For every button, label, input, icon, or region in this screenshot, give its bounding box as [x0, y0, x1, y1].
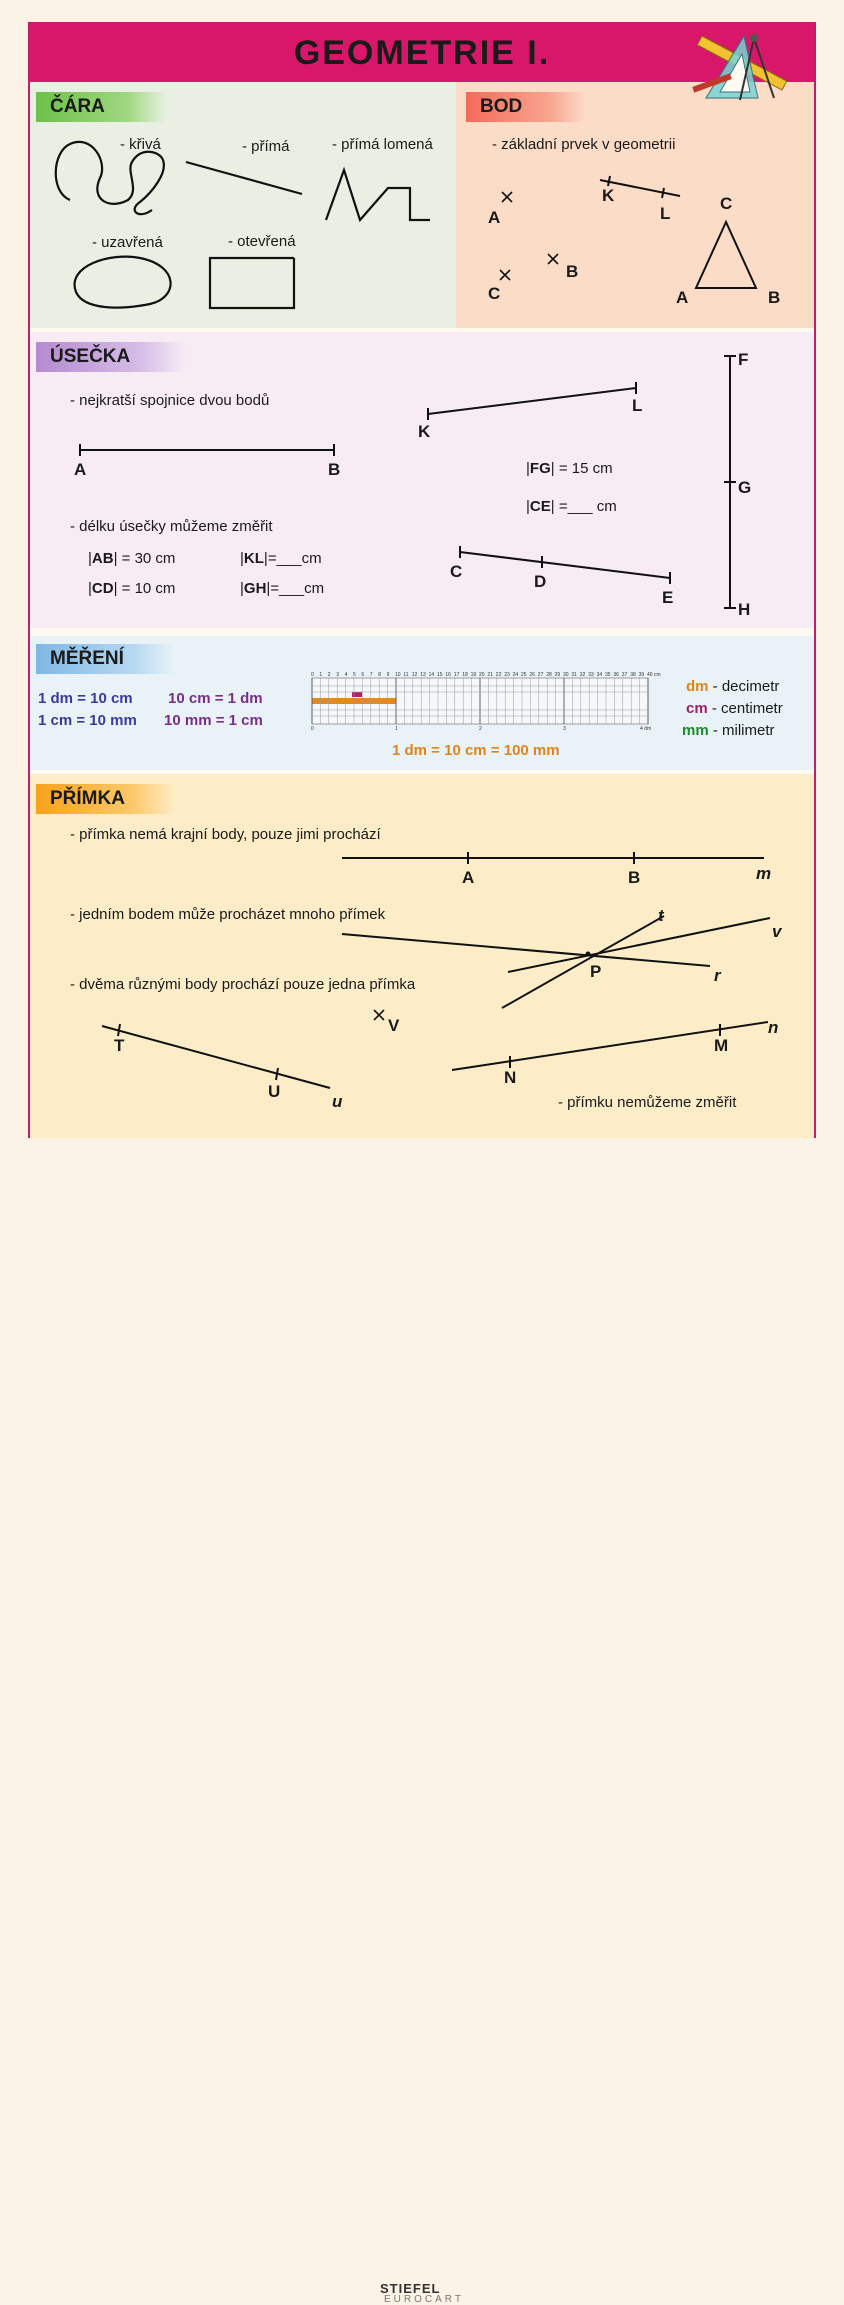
unit-cm: cm - centimetr	[686, 700, 783, 717]
section-usecka	[30, 328, 814, 628]
equation-cm-dm: 10 cm = 1 dm	[168, 690, 263, 707]
ruler-cm-label: 27	[537, 672, 544, 678]
line-u	[102, 1026, 330, 1088]
ruler-cm-label: 30	[563, 672, 569, 678]
line-m-label-b: B	[628, 868, 641, 887]
ruler-cm-label: 32	[579, 672, 586, 678]
ruler-cm-label: 0	[311, 672, 314, 678]
segment-fh-label-h: H	[738, 600, 751, 619]
ruler-dm-label: 3	[563, 726, 566, 732]
ruler-cm-label: 4	[344, 672, 348, 678]
section-heading-bod: BOD	[466, 92, 586, 122]
line-r	[342, 934, 710, 966]
segment-ce	[460, 552, 670, 578]
section-heading-primka: PŘÍMKA	[36, 784, 176, 814]
ruler-cm-label: 22	[495, 672, 502, 678]
equation-dm-cm: 1 dm = 10 cm	[38, 690, 133, 707]
point-p	[586, 952, 591, 957]
line-u-label-u: U	[268, 1082, 281, 1101]
polyline-lomena	[326, 170, 430, 220]
bod-drawings	[456, 82, 814, 328]
point-l-label: L	[660, 204, 671, 223]
line-n-label: n	[768, 1018, 779, 1037]
ruler-cm-label: 15	[437, 672, 443, 678]
line-n-label-m: M	[714, 1036, 729, 1055]
ruler-cm-label: 20	[479, 672, 485, 678]
unit-mm: mm - milimetr	[682, 722, 775, 739]
ruler-cm-label: 18	[462, 672, 468, 678]
section-bod	[456, 82, 814, 328]
section-heading-cara: ČÁRA	[36, 92, 166, 122]
equation-cm-mm: 1 cm = 10 mm	[38, 712, 137, 729]
label-otevrena: - otevřená	[228, 233, 296, 250]
usecka-description-2: - délku úsečky můžeme změřit	[70, 518, 273, 535]
ruler-dm-label: 0	[311, 726, 314, 732]
line-u-label-t: T	[114, 1036, 125, 1055]
ruler-cm-label: 17	[453, 672, 460, 678]
usecka-description-1: - nejkratší spojnice dvou bodů	[70, 392, 270, 409]
ruler-dm-label: 1	[395, 726, 398, 732]
ruler-cm-label: 39	[638, 672, 645, 678]
measure-fg: |FG| = 15 cm	[526, 460, 613, 477]
section-mereni	[30, 632, 814, 770]
ruler-cm-label: 9	[386, 672, 390, 678]
ruler-dm-label: 4 dm	[640, 726, 652, 732]
measure-ab: |AB| = 30 cm	[88, 550, 176, 567]
line-v	[508, 918, 770, 972]
cara-drawings	[30, 82, 456, 328]
segment-kl-label-k: K	[418, 422, 431, 441]
point-c-label: C	[488, 284, 501, 303]
segment-ab-label-a: A	[74, 460, 87, 479]
primka-description-4: - přímku nemůžeme změřit	[558, 1094, 737, 1111]
segment-fh-label-f: F	[738, 350, 749, 369]
section-heading-mereni: MĚŘENÍ	[36, 644, 176, 674]
ruler-cm-label: 33	[588, 672, 594, 678]
label-uzavrena: - uzavřená	[92, 234, 163, 251]
ruler-cm-label: 29	[554, 672, 561, 678]
ruler-cm-label: 7	[369, 672, 373, 678]
ruler-cm-label: 14	[428, 672, 435, 678]
ruler-cm-label: 31	[571, 672, 577, 678]
section-heading-usecka: ÚSEČKA	[36, 342, 186, 372]
label-prima-lomena: - přímá lomená	[332, 136, 433, 153]
ruler-cm-label: 19	[470, 672, 477, 678]
primka-drawings	[30, 774, 814, 1142]
ruler-cm-label: 23	[504, 672, 510, 678]
line-v-label: v	[772, 922, 782, 941]
ruler-cm-label: 24	[512, 672, 519, 678]
ruler-cm-label: 26	[529, 672, 535, 678]
line-t-label: t	[658, 906, 664, 925]
publisher-logo-sub: EUROCART	[384, 2294, 464, 2305]
primka-description-2: - jedním bodem může procházet mnoho přímek	[70, 906, 386, 923]
measure-ce: |CE| =___ cm	[526, 498, 617, 515]
ruler-dm-label: 2	[479, 726, 482, 732]
equation-mm-cm: 10 mm = 1 cm	[164, 712, 263, 729]
line-m-label: m	[756, 864, 772, 883]
point-v-label: V	[388, 1016, 400, 1035]
segment-ab-label-b: B	[328, 460, 341, 479]
open-rectangle	[210, 258, 294, 308]
ruler-cm-label: 5	[353, 672, 356, 678]
ruler-cm-label: 28	[546, 672, 552, 678]
ruler-cm-label: 6	[361, 672, 365, 678]
segment-ce-label-d: D	[534, 572, 547, 591]
point-k-label: K	[602, 186, 615, 205]
ruler-cm-label: 21	[487, 672, 493, 678]
ruler-cm-label: 12	[411, 672, 418, 678]
ruler-cm-label: 16	[445, 672, 451, 678]
publisher-logo: STIEFEL	[380, 2281, 441, 2296]
ruler-cm-label: 40 cm	[647, 672, 661, 678]
primka-description-1: - přímka nemá krajní body, pouze jimi prochází	[70, 826, 381, 843]
unit-dm: dm - decimetr	[686, 678, 780, 695]
line-n-label-n: N	[504, 1068, 517, 1087]
measure-kl: |KL|=___cm	[240, 550, 322, 567]
ruler-cm-label: 37	[621, 672, 628, 678]
primka-description-3: - dvěma různými body prochází pouze jedna přímka	[70, 976, 416, 993]
ruler-cm-label: 13	[420, 672, 426, 678]
line-u-label: u	[332, 1092, 343, 1111]
geometry-tools-icon	[684, 28, 794, 108]
ruler-cm-label: 25	[521, 672, 527, 678]
point-a-label: A	[488, 208, 501, 227]
segment-kl-label-l: L	[632, 396, 643, 415]
page-title: GEOMETRIE I.	[293, 34, 551, 72]
ruler-cm-label: 8	[378, 672, 381, 678]
point-p-label: P	[590, 962, 602, 981]
segment-fh-label-g: G	[738, 478, 752, 497]
section-primka	[30, 770, 814, 1138]
line-m-label-a: A	[462, 868, 475, 887]
point-b-label: B	[566, 262, 579, 281]
section-cara	[30, 82, 456, 328]
closed-curve	[75, 257, 171, 308]
ruler-cm-label: 2	[327, 672, 331, 678]
line-t	[502, 916, 664, 1008]
ruler-cm-label: 10	[395, 672, 401, 678]
triangle-abc	[696, 222, 756, 288]
segment-ce-label-c: C	[450, 562, 463, 581]
ruler-total: 1 dm = 10 cm = 100 mm	[392, 742, 560, 759]
segment-ce-label-e: E	[662, 588, 674, 607]
footer	[0, 1140, 844, 2305]
measure-gh: |GH|=___cm	[240, 580, 325, 597]
ruler-cm-label: 34	[596, 672, 603, 678]
measure-cd: |CD| = 10 cm	[88, 580, 176, 597]
ruler-cm-label: 11	[403, 672, 409, 678]
ruler-cm-label: 35	[605, 672, 611, 678]
triangle-c-label: C	[720, 194, 733, 213]
triangle-b-label: B	[768, 288, 781, 307]
ruler-cm-label: 3	[336, 672, 339, 678]
label-prima: - přímá	[242, 138, 290, 155]
triangle-a-label: A	[676, 288, 689, 307]
label-kriva: - křivá	[120, 136, 161, 153]
poster	[28, 22, 816, 1138]
curve-kriva	[56, 142, 164, 214]
line-prima	[186, 162, 302, 194]
ruler-cm-label: 36	[613, 672, 619, 678]
ruler-cm-label: 1	[319, 672, 323, 678]
line-r-label: r	[714, 966, 721, 985]
bod-description: - základní prvek v geometrii	[492, 136, 676, 153]
segment-kl	[428, 388, 636, 414]
ruler-cm-label: 38	[630, 672, 636, 678]
